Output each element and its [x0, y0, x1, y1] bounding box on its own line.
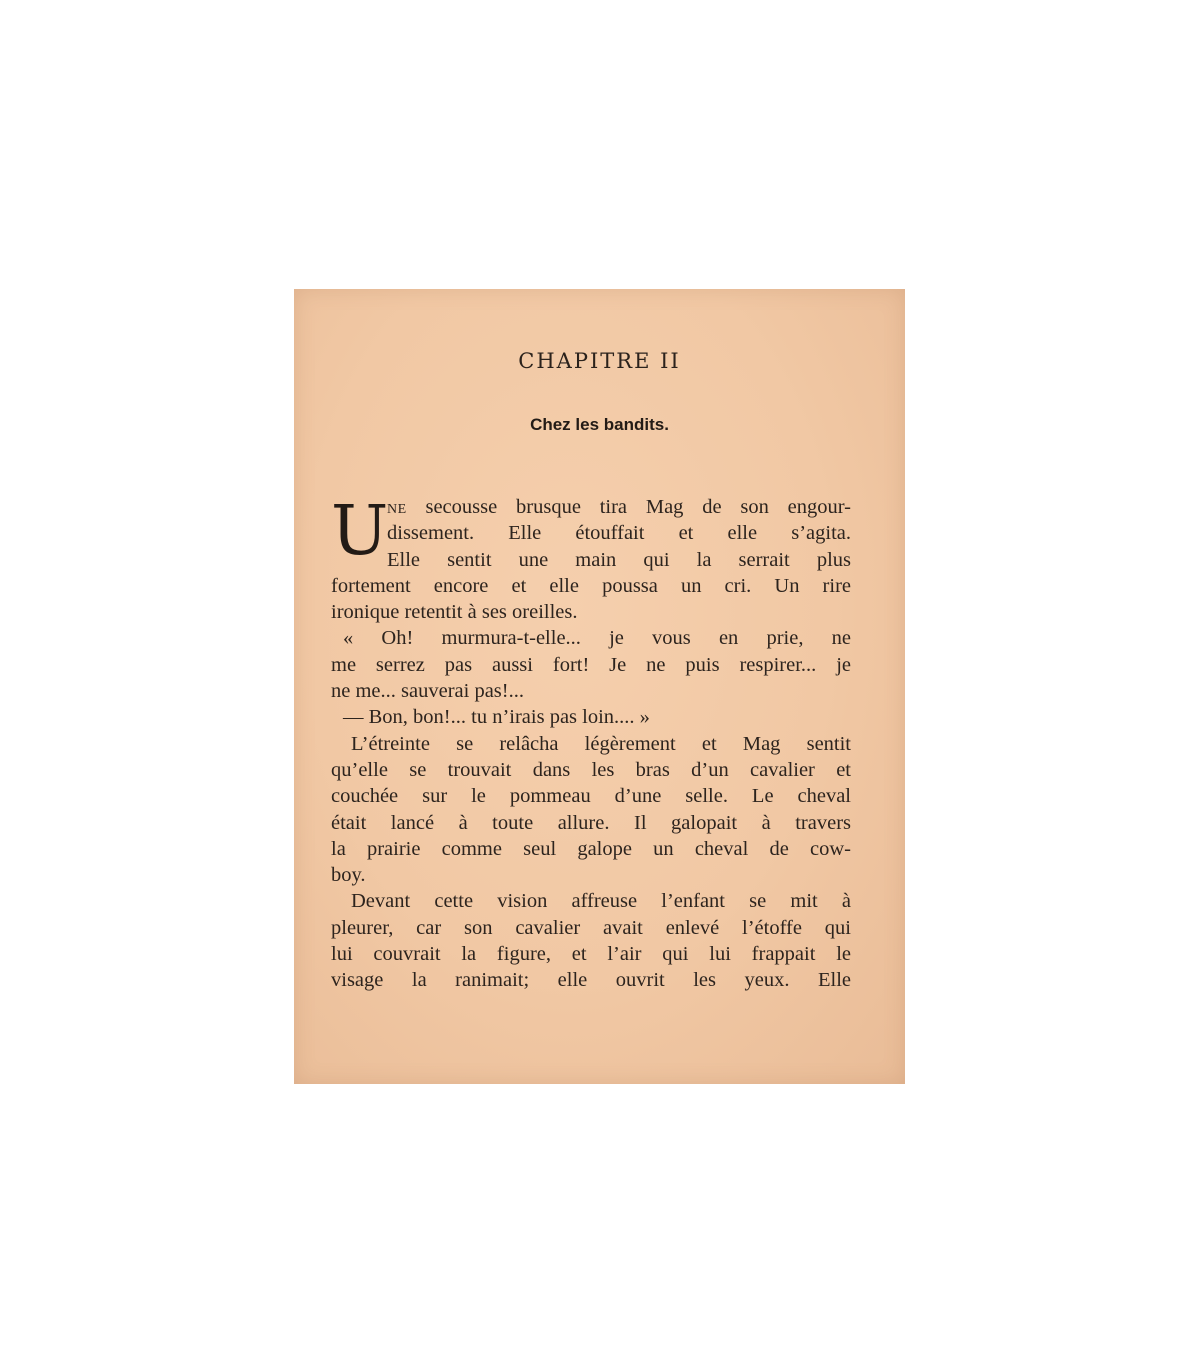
- text-line: visage la ranimait; elle ouvrit les yeux. Elle: [331, 969, 851, 992]
- text-line: NE secousse brusque tira Mag de son engour-: [387, 496, 851, 518]
- text-line: dissement. Elle étouffait et elle s’agita.: [387, 522, 851, 545]
- text-line: « Oh! murmura-t-elle... je vous en prie, ne: [343, 627, 851, 650]
- chapter-subtitle: Chez les bandits.: [530, 415, 669, 434]
- text-line: Devant cette vision affreuse l’enfant se mit à: [351, 890, 851, 913]
- text-line: ironique retentit à ses oreilles.: [331, 601, 578, 624]
- text-line: qu’elle se trouvait dans les bras d’un cavalier et: [331, 758, 851, 781]
- text-line: était lancé à toute allure. Il galopait à travers: [331, 811, 851, 834]
- text-line: Elle sentit une main qui la serrait plus: [387, 548, 851, 571]
- text-line: boy.: [331, 864, 366, 887]
- text-line: la prairie comme seul galope un cheval de cow-: [331, 837, 851, 860]
- text-line: me serrez pas aussi fort! Je ne puis respirer... je: [331, 653, 851, 676]
- chapter-title: CHAPITRE II: [518, 349, 681, 373]
- drop-cap: U: [331, 492, 389, 571]
- text-line: lui couvrait la figure, et l’air qui lui frappait le: [331, 943, 851, 966]
- text-line: ne me... sauverai pas!...: [331, 680, 524, 703]
- first-word-small-caps: NE: [387, 502, 407, 517]
- text-line: — Bon, bon!... tu n’irais pas loin.... »: [343, 706, 650, 729]
- text-line: L’étreinte se relâcha légèrement et Mag sentit: [351, 732, 851, 755]
- body-text: [331, 494, 851, 994]
- text-line: couchée sur le pommeau d’une selle. Le cheval: [331, 785, 851, 808]
- book-page: [294, 289, 905, 1084]
- text-line: fortement encore et elle poussa un cri. Un rire: [331, 574, 851, 597]
- text-line: pleurer, car son cavalier avait enlevé l’étoffe qui: [331, 916, 851, 939]
